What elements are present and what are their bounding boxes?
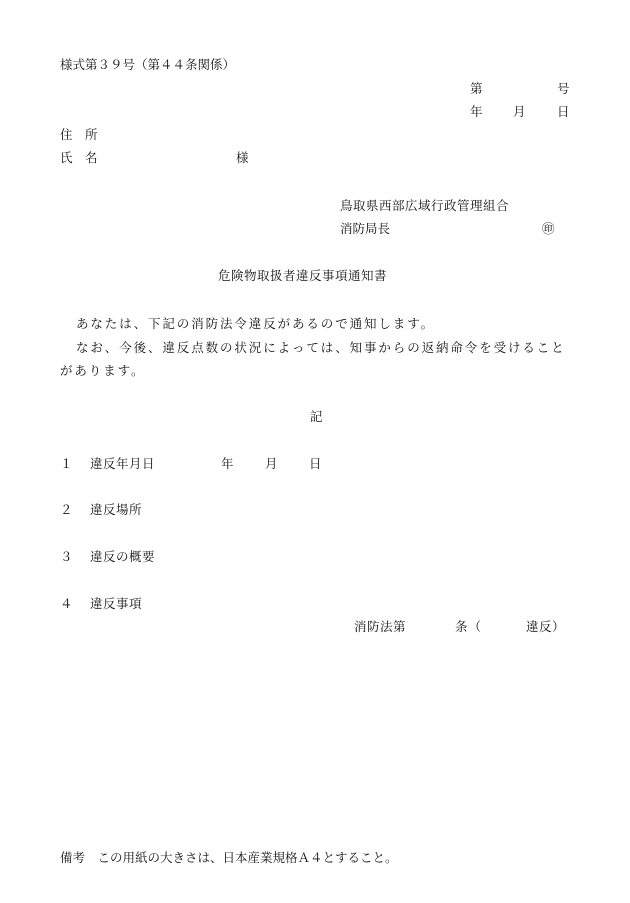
item-1-number: １ xyxy=(60,456,73,471)
item-2-number: ２ xyxy=(60,502,73,517)
item-1-month: 月 xyxy=(265,456,278,471)
document-title: 危険物取扱者違反事項通知書 xyxy=(218,268,388,283)
body-line-2: なお、今後、違反点数の状況によっては、知事からの返納命令を受けること xyxy=(76,340,566,355)
doc-number-dai: 第 xyxy=(470,81,483,96)
sender-title: 消防局長 xyxy=(340,221,391,236)
item-3-label: 違反の概要 xyxy=(90,549,156,564)
form-number: 様式第３９号（第４４条関係） xyxy=(60,57,236,72)
date-day: 日 xyxy=(557,104,570,119)
item-1-label: 違反年月日 xyxy=(90,456,156,471)
body-line-1: あなたは、下記の消防法令違反があるので通知します。 xyxy=(76,316,436,331)
item-2-label: 違反場所 xyxy=(90,502,143,517)
doc-number-go: 号 xyxy=(557,81,570,96)
item-4-label: 違反事項 xyxy=(90,596,143,611)
item-3-number: ３ xyxy=(60,549,73,564)
item-4-number: ４ xyxy=(60,596,73,611)
date-year: 年 xyxy=(470,104,483,119)
note: 備考 この用紙の大きさは、日本産業規格Ａ４とすること。 xyxy=(60,850,398,865)
name-label: 氏 名 xyxy=(60,150,98,165)
seal-mark: ㊞ xyxy=(542,221,555,236)
ki-heading: 記 xyxy=(310,409,323,424)
body-line-3: があります。 xyxy=(60,363,146,378)
date-month: 月 xyxy=(513,104,526,119)
address-label: 住 所 xyxy=(60,127,98,142)
law-prefix: 消防法第 xyxy=(354,619,407,634)
item-1-day: 日 xyxy=(309,456,322,471)
honorific: 様 xyxy=(236,150,249,165)
item-1-year: 年 xyxy=(221,456,234,471)
law-article: 条（ xyxy=(455,619,483,634)
law-suffix: 違反） xyxy=(526,619,566,634)
sender-organization: 鳥取県西部広域行政管理組合 xyxy=(340,198,510,213)
